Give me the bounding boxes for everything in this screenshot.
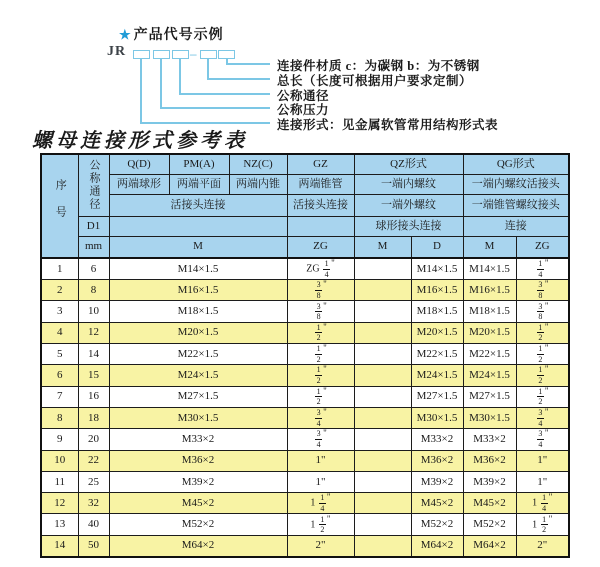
table-row [41, 365, 569, 386]
cell-qz_m [354, 514, 411, 535]
cell-gz_zg: $\frac{1}{2}$ " [287, 365, 354, 386]
cell-gz_zg: $\frac{1}{2}$ " [287, 322, 354, 343]
header-qg-desc2: 一端锥管螺纹接头 [463, 194, 569, 216]
cell-gz_zg: 1" [287, 471, 354, 492]
cell-gz_zg: $\frac{1}{2}$ " [287, 344, 354, 365]
header-blank [287, 216, 354, 236]
label-connection-type: 连接形式：见金属软管常用结构形式表 [277, 118, 499, 132]
cell-qz_m [354, 301, 411, 322]
header-qz-m: M [354, 236, 411, 258]
cell-qz_d: M30×1.5 [411, 407, 463, 428]
cell-dn: 6 [78, 258, 109, 280]
cell-dn: 22 [78, 450, 109, 471]
table-row [41, 301, 569, 322]
cell-qg_m: M16×1.5 [463, 280, 516, 301]
cell-qg_zg: $\frac{1}{2}$ " [516, 322, 569, 343]
cell-m: M24×1.5 [109, 365, 287, 386]
table-row [41, 258, 569, 280]
header-blank [109, 216, 287, 236]
cell-qg_m: M18×1.5 [463, 301, 516, 322]
cell-qz_d: M52×2 [411, 514, 463, 535]
cell-qz_d: M45×2 [411, 493, 463, 514]
table-row [41, 386, 569, 407]
cell-qz_d: M14×1.5 [411, 258, 463, 280]
table-row [41, 280, 569, 301]
connector-line [179, 58, 181, 93]
cell-qz_m [354, 450, 411, 471]
cell-serial: 12 [41, 493, 78, 514]
diagram-title-text: 产品代号示例 [133, 28, 224, 43]
cell-qg_zg: $\frac{3}{8}$ " [516, 280, 569, 301]
cell-qz_d: M39×2 [411, 471, 463, 492]
cell-dn: 25 [78, 471, 109, 492]
code-box-4 [200, 50, 217, 59]
header-qz: QZ形式 [354, 154, 463, 174]
header-mm: mm [78, 236, 109, 258]
connector-line [226, 63, 270, 65]
cell-qg_zg: 1 $\frac{1}{4}$ " [516, 493, 569, 514]
table-row [41, 322, 569, 343]
header-qg-desc1: 一端内螺纹活接头 [463, 174, 569, 194]
cell-qg_m: M64×2 [463, 535, 516, 556]
header-dn: 公称通径 [78, 154, 109, 216]
connector-line [207, 58, 209, 78]
cell-qg_m: M14×1.5 [463, 258, 516, 280]
nut-connection-table [40, 153, 570, 558]
cell-serial: 8 [41, 407, 78, 428]
label-total-length: 总长（长度可根据用户要求定制） [277, 74, 473, 88]
table-row [41, 514, 569, 535]
header-gz-desc: 两端锥管 [287, 174, 354, 194]
cell-qg_m: M30×1.5 [463, 407, 516, 428]
cell-qg_zg: $\frac{3}{4}$ " [516, 407, 569, 428]
table-row [41, 471, 569, 492]
cell-serial: 9 [41, 429, 78, 450]
cell-gz_zg: $\frac{3}{8}$ " [287, 280, 354, 301]
cell-gz_zg: $\frac{3}{4}$ " [287, 407, 354, 428]
table-header [41, 154, 569, 258]
cell-serial: 1 [41, 258, 78, 280]
cell-dn: 18 [78, 407, 109, 428]
star-icon: ★ [119, 27, 132, 42]
cell-serial: 10 [41, 450, 78, 471]
label-nominal-pressure: 公称压力 [277, 103, 330, 117]
cell-dn: 10 [78, 301, 109, 322]
cell-dn: 32 [78, 493, 109, 514]
cell-qz_m [354, 344, 411, 365]
cell-qg_m: M24×1.5 [463, 365, 516, 386]
cell-qg_m: M52×2 [463, 514, 516, 535]
cell-qg_m: M20×1.5 [463, 322, 516, 343]
table-body [41, 258, 569, 557]
cell-qg_zg: 1" [516, 450, 569, 471]
header-d1: D1 [78, 216, 109, 236]
cell-serial: 2 [41, 280, 78, 301]
cell-serial: 5 [41, 344, 78, 365]
cell-qz_m [354, 429, 411, 450]
diagram-title [119, 24, 224, 44]
cell-qz_m [354, 365, 411, 386]
cell-qz_d: M22×1.5 [411, 344, 463, 365]
table-row [41, 407, 569, 428]
product-code-diagram [0, 0, 600, 130]
cell-gz_zg: 1" [287, 450, 354, 471]
cell-serial: 11 [41, 471, 78, 492]
header-nz-desc: 两端内锥 [229, 174, 287, 194]
cell-qg_zg: 1" [516, 471, 569, 492]
cell-m: M22×1.5 [109, 344, 287, 365]
header-q-desc: 两端球形 [109, 174, 169, 194]
code-separator: – [190, 46, 197, 61]
cell-dn: 20 [78, 429, 109, 450]
cell-dn: 12 [78, 322, 109, 343]
table-row [41, 493, 569, 514]
cell-m: M45×2 [109, 493, 287, 514]
connector-line [160, 107, 270, 109]
cell-m: M39×2 [109, 471, 287, 492]
cell-gz_zg: ZG $\frac{1}{4}$ " [287, 258, 354, 280]
cell-qg_m: M45×2 [463, 493, 516, 514]
header-m: M [109, 236, 287, 258]
table-row [41, 344, 569, 365]
cell-qz_d: M20×1.5 [411, 322, 463, 343]
cell-qg_zg: $\frac{3}{4}$ " [516, 429, 569, 450]
cell-gz_zg: 2" [287, 535, 354, 556]
cell-m: M16×1.5 [109, 280, 287, 301]
cell-qg_zg: 1 $\frac{1}{2}$ " [516, 514, 569, 535]
cell-m: M27×1.5 [109, 386, 287, 407]
cell-qz_m [354, 280, 411, 301]
code-box-1 [133, 50, 150, 59]
header-nz: NZ(C) [229, 154, 287, 174]
table-row [41, 429, 569, 450]
header-qg-connection: 连接 [463, 216, 569, 236]
cell-qz_d: M18×1.5 [411, 301, 463, 322]
header-qz-desc1: 一端内螺纹 [354, 174, 463, 194]
cell-qg_zg: 2" [516, 535, 569, 556]
connector-line [179, 93, 270, 95]
label-material: 连接件材质 c：为碳钢 b：为不锈钢 [277, 59, 480, 73]
cell-gz_zg: 1 $\frac{1}{4}$ " [287, 493, 354, 514]
cell-qg_m: M33×2 [463, 429, 516, 450]
cell-serial: 4 [41, 322, 78, 343]
header-pm-desc: 两端平面 [169, 174, 229, 194]
cell-serial: 13 [41, 514, 78, 535]
header-union-connection: 活接头连接 [109, 194, 287, 216]
cell-serial: 6 [41, 365, 78, 386]
cell-dn: 40 [78, 514, 109, 535]
cell-qz_m [354, 322, 411, 343]
cell-dn: 16 [78, 386, 109, 407]
header-qg: QG形式 [463, 154, 569, 174]
connector-line [160, 58, 162, 107]
cell-serial: 14 [41, 535, 78, 556]
header-q: Q(D) [109, 154, 169, 174]
code-box-3 [172, 50, 189, 59]
cell-qg_m: M27×1.5 [463, 386, 516, 407]
cell-qz_m [354, 407, 411, 428]
cell-qz_d: M33×2 [411, 429, 463, 450]
cell-m: M20×1.5 [109, 322, 287, 343]
cell-qg_m: M22×1.5 [463, 344, 516, 365]
cell-qz_m [354, 471, 411, 492]
header-pm: PM(A) [169, 154, 229, 174]
cell-qz_d: M27×1.5 [411, 386, 463, 407]
cell-m: M30×1.5 [109, 407, 287, 428]
cell-qz_d: M16×1.5 [411, 280, 463, 301]
cell-qz_d: M36×2 [411, 450, 463, 471]
header-qg-zg: ZG [516, 236, 569, 258]
cell-qz_m [354, 258, 411, 280]
cell-qz_d: M24×1.5 [411, 365, 463, 386]
connector-line [140, 58, 142, 122]
cell-qg_zg: $\frac{1}{2}$ " [516, 365, 569, 386]
cell-serial: 7 [41, 386, 78, 407]
connector-line [207, 78, 270, 80]
cell-gz_zg: $\frac{3}{8}$ " [287, 301, 354, 322]
cell-m: M33×2 [109, 429, 287, 450]
cell-qg_zg: $\frac{1}{4}$ " [516, 258, 569, 280]
cell-dn: 8 [78, 280, 109, 301]
table-title: 螺母连接形式参考表 [32, 130, 248, 152]
header-qz-d: D [411, 236, 463, 258]
cell-m: M14×1.5 [109, 258, 287, 280]
cell-gz_zg: $\frac{1}{2}$ " [287, 386, 354, 407]
header-qz-connection: 球形接头连接 [354, 216, 463, 236]
header-qz-desc2: 一端外螺纹 [354, 194, 463, 216]
cell-qg_zg: $\frac{1}{2}$ " [516, 344, 569, 365]
table-row [41, 450, 569, 471]
cell-dn: 14 [78, 344, 109, 365]
label-nominal-diameter: 公称通径 [277, 89, 330, 103]
cell-serial: 3 [41, 301, 78, 322]
product-code-prefix: JR [107, 44, 127, 59]
cell-dn: 50 [78, 535, 109, 556]
cell-m: M52×2 [109, 514, 287, 535]
cell-qg_zg: $\frac{3}{8}$ " [516, 301, 569, 322]
cell-gz_zg: 1 $\frac{1}{2}$ " [287, 514, 354, 535]
code-box-2 [153, 50, 170, 59]
cell-m: M36×2 [109, 450, 287, 471]
cell-qz_d: M64×2 [411, 535, 463, 556]
cell-qg_m: M36×2 [463, 450, 516, 471]
header-zg: ZG [287, 236, 354, 258]
cell-gz_zg: $\frac{3}{4}$ " [287, 429, 354, 450]
cell-qz_m [354, 535, 411, 556]
cell-qg_m: M39×2 [463, 471, 516, 492]
header-gz: GZ [287, 154, 354, 174]
cell-qz_m [354, 493, 411, 514]
header-gz-connection: 活接头连接 [287, 194, 354, 216]
table-row [41, 535, 569, 556]
header-serial: 序号 [41, 154, 78, 258]
cell-m: M64×2 [109, 535, 287, 556]
cell-qg_zg: $\frac{1}{2}$ " [516, 386, 569, 407]
cell-m: M18×1.5 [109, 301, 287, 322]
header-qg-m: M [463, 236, 516, 258]
cell-qz_m [354, 386, 411, 407]
cell-dn: 15 [78, 365, 109, 386]
